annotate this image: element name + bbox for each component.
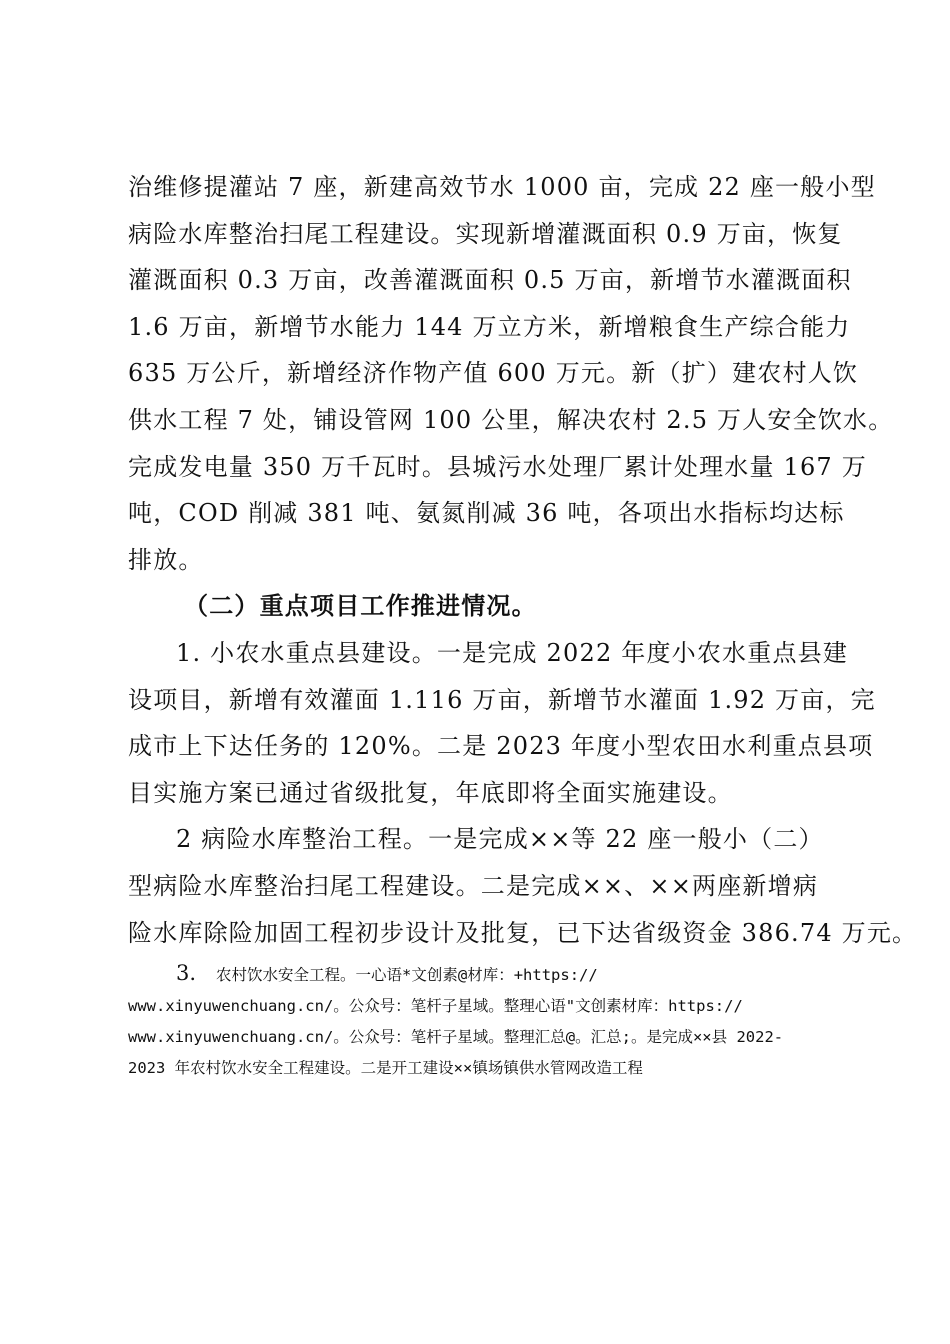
text-line: 病险水库整治扫尾工程建设。实现新增灌溉面积 0.9 万亩，恢复 <box>128 219 843 248</box>
text-line: 设项目，新增有效灌面 1.116 万亩，新增节水灌面 1.92 万亩，完 <box>128 685 876 714</box>
section-heading: （二）重点项目工作推进情况。 <box>184 591 537 621</box>
text-line: 1.6 万亩，新增节水能力 144 万立方米，新增粮食生产综合能力 <box>128 312 851 341</box>
text-line: 2023 年农村饮水安全工程建设。二是开工建设××镇场镇供水管网改造工程 <box>128 1059 643 1077</box>
text-line: 2 病险水库整治工程。一是完成××等 22 座一般小（二） <box>176 825 824 854</box>
item-first-line: 农村饮水安全工程。一心语*文创素@材库：+https:// <box>216 966 598 984</box>
text-line: 成市上下达任务的 120%。二是 2023 年度小型农田水利重点县项 <box>128 732 874 761</box>
text-line: www.xinyuwenchuang.cn/。公众号：笔杆子星域。整理汇总@。汇总;。是完成××县 2022- <box>128 1028 784 1046</box>
text-line <box>128 958 848 991</box>
item-small-water-county <box>128 630 876 816</box>
text-line: 635 万公斤，新增经济作物产值 600 万元。新（扩）建农村人饮 <box>128 359 859 388</box>
text-line: 目实施方案已通过省级批复，年底即将全面实施建设。 <box>128 778 733 807</box>
paragraph-water-results <box>128 164 894 583</box>
item-number: 3. <box>176 961 197 985</box>
text-line: 供水工程 7 处，铺设管网 100 公里，解决农村 2.5 万人安全饮水。 <box>128 405 894 434</box>
item-rural-drinking-water <box>128 958 848 1084</box>
document-body <box>128 164 918 956</box>
text-line: 型病险水库整治扫尾工程建设。二是完成××、××两座新增病 <box>128 871 819 900</box>
text-line: 灌溉面积 0.3 万亩，改善灌溉面积 0.5 万亩，新增节水灌溉面积 <box>128 266 852 295</box>
text-line: 1. 小农水重点县建设。一是完成 2022 年度小农水重点县建 <box>176 638 849 667</box>
text-line: 排放。 <box>128 545 204 574</box>
text-line: 险水库除险加固工程初步设计及批复，已下达省级资金 386.74 万元。 <box>128 918 918 947</box>
text-line: 完成发电量 350 万千瓦时。县城污水处理厂累计处理水量 167 万 <box>128 452 867 481</box>
text-line: 治维修提灌站 7 座，新建高效节水 1000 亩，完成 22 座一般小型 <box>128 173 876 201</box>
item-reservoir-renovation <box>128 816 918 956</box>
text-line: www.xinyuwenchuang.cn/。公众号：笔杆子星域。整理心语"文创素材库：https:// <box>128 997 743 1015</box>
text-line: 吨，COD 削减 381 吨、氨氮削减 36 吨，各项出水指标均达标 <box>128 499 845 528</box>
